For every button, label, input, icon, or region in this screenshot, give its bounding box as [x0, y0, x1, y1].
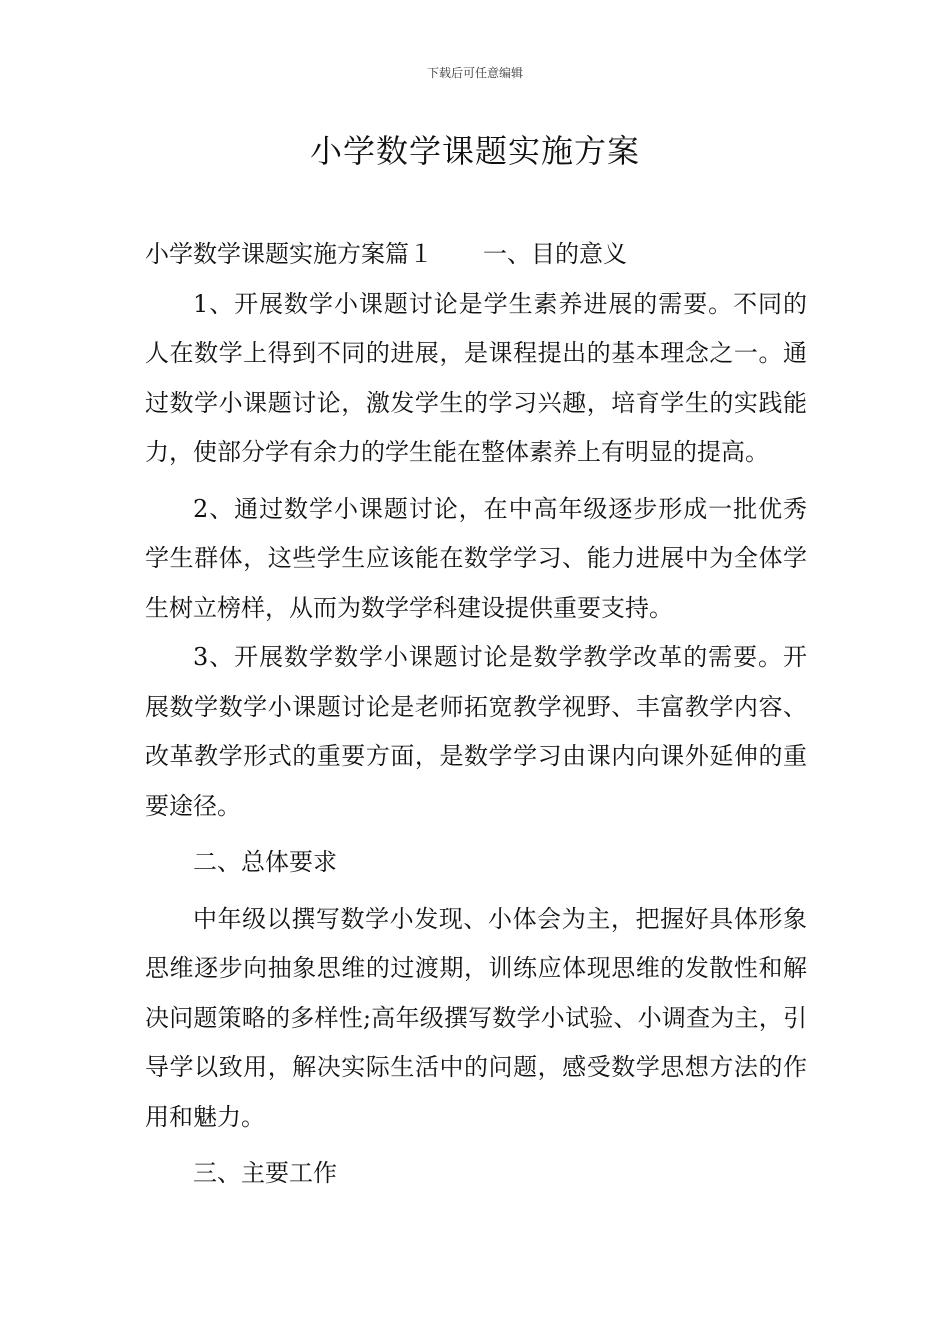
- intro-line: [145, 230, 807, 280]
- paragraph-2: 2、通过数学小课题讨论，在中高年级逐步形成一批优秀学生群体，这些学生应该能在数学学习、能力进展中为全体学生树立榜样，从而为数学学科建设提供重要支持。: [145, 494, 807, 622]
- section-heading-1: 一、目的意义: [483, 240, 627, 268]
- article-label: 小学数学课题实施方案篇１: [145, 240, 433, 268]
- document-body: [145, 230, 807, 1199]
- paragraph-3: 3、开展数学数学小课题讨论是数学教学改革的需要。开展数学数学小课题讨论是老师拓宽教学视野、丰富教学内容、改革教学形式的重要方面，是数学学习由课内向课外延伸的重要途径。: [145, 643, 807, 820]
- paragraph-1: 1、开展数学小课题讨论是学生素养进展的需要。不同的人在数学上得到不同的进展，是课程提出的基本理念之一。通过数学小课题讨论，激发学生的学习兴趣，培育学生的实践能力，使部分学有余力的学生能在整体素养上有明显的提高。: [145, 289, 807, 466]
- section-heading-3: 三、主要工作: [193, 1159, 337, 1187]
- header-note: 下载后可任意编辑: [426, 66, 523, 80]
- paragraph-4: 中年级以撰写数学小发现、小体会为主，把握好具体形象思维逐步向抽象思维的过渡期，训练应体现思维的发散性和解决问题策略的多样性;高年级撰写数学小试验、小调查为主，引导学以致用，解决实际生活中的问题，感受数学思想方法的作用和魅力。: [145, 904, 807, 1131]
- section-heading-2: 二、总体要求: [193, 848, 337, 876]
- document-title: 小学数学课题实施方案: [309, 132, 640, 170]
